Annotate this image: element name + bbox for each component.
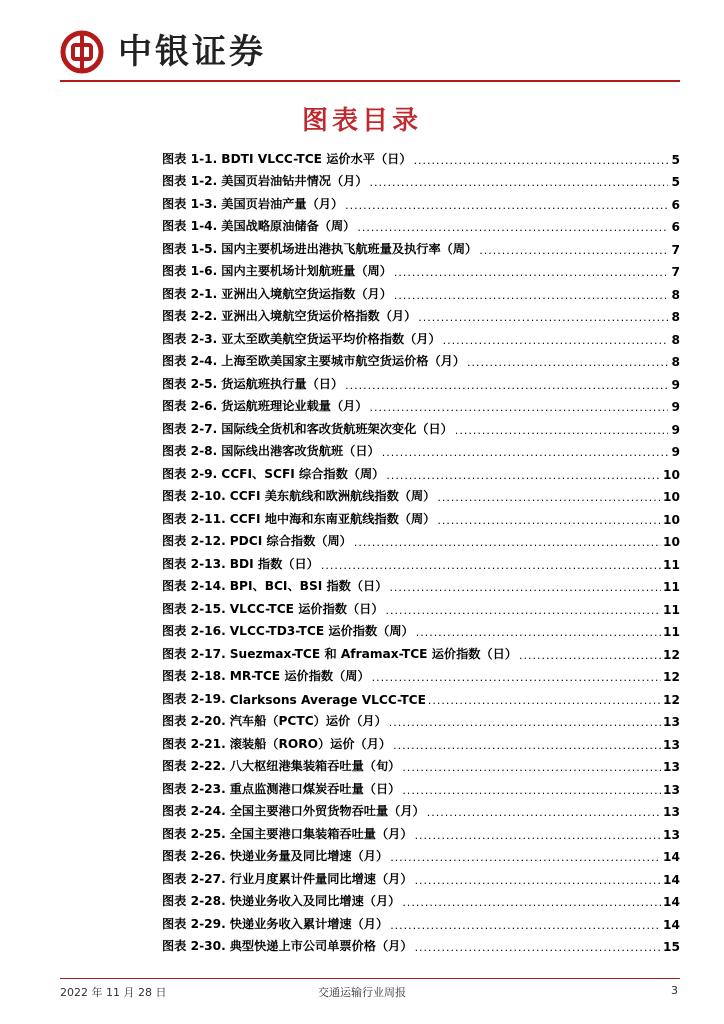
toc-entry-label: 图表 2-4. — [162, 354, 218, 368]
toc-leader-dots — [415, 941, 661, 954]
toc-leader-dots — [402, 896, 661, 909]
toc-entry-title: 快递业务量及同比增速（月） — [229, 849, 389, 863]
toc-leader-dots — [402, 784, 661, 797]
toc-entry-label: 图表 2-23. — [162, 781, 226, 796]
toc-entry[interactable] — [162, 257, 680, 280]
toc-entry-title: VLCC-TCE 运价指数（日） — [229, 601, 384, 616]
toc-entry-title: 快递业务收入累计增速（月） — [229, 916, 389, 931]
toc-entry-title: 上海至欧美国家主要城市航空货运价格（月） — [221, 354, 466, 368]
footer-divider — [60, 978, 680, 979]
toc-leader-dots — [418, 311, 668, 324]
toc-entry-page: 11 — [663, 625, 680, 639]
toc-leader-dots — [467, 356, 668, 369]
toc-entry[interactable] — [162, 392, 680, 415]
toc-entry-title: CCFI 美东航线和欧洲航线指数（周） — [229, 489, 436, 503]
toc-entry-page: 13 — [663, 805, 680, 819]
toc-entry-title: 亚洲出入境航空货运指数（月） — [221, 286, 392, 301]
toc-entry-title: VLCC-TD3-TCE 运价指数（周） — [229, 624, 414, 638]
toc-entry-label: 图表 2-6. — [162, 399, 218, 413]
toc-entry-label: 图表 2-29. — [162, 916, 226, 931]
toc-entry[interactable] — [162, 324, 680, 347]
toc-leader-dots — [416, 626, 661, 639]
toc-leader-dots — [394, 289, 668, 302]
toc-entry-label: 图表 2-9. — [162, 466, 218, 481]
toc-entry-page: 5 — [671, 175, 680, 189]
toc-entry-page: 14 — [663, 917, 680, 932]
toc-leader-dots — [394, 266, 668, 279]
toc-entry[interactable] — [162, 819, 680, 842]
toc-entry-label: 图表 2-15. — [162, 601, 226, 616]
toc-entry-label: 图表 2-19. — [162, 691, 226, 706]
toc-entry-title: 货运航班执行量（日） — [221, 376, 344, 391]
toc-entry[interactable] — [162, 549, 680, 572]
toc-entry-title: PDCI 综合指数（周） — [229, 534, 352, 548]
toc-leader-dots — [437, 514, 661, 527]
toc-leader-dots — [427, 806, 661, 819]
toc-entry-title: BDTI VLCC-TCE 运价水平（日） — [221, 151, 412, 166]
toc-entry-label: 图表 2-5. — [162, 376, 218, 391]
toc-entry-page: 13 — [663, 827, 680, 842]
toc-leader-dots — [519, 649, 661, 662]
toc-entry[interactable] — [162, 369, 680, 392]
toc-entry-page: 10 — [663, 467, 680, 482]
toc-entry-label: 图表 2-21. — [162, 736, 226, 751]
toc-entry[interactable] — [162, 684, 680, 707]
toc-entry-page: 9 — [671, 445, 680, 459]
toc-entry[interactable] — [162, 729, 680, 752]
toc-entry-label: 图表 2-16. — [162, 624, 226, 638]
toc-entry[interactable] — [162, 887, 680, 910]
toc-leader-dots — [437, 491, 661, 504]
toc-entry-label: 图表 2-13. — [162, 556, 226, 571]
toc-entry-page: 13 — [663, 715, 680, 729]
toc-entry[interactable] — [162, 594, 680, 617]
toc-entry[interactable] — [162, 572, 680, 595]
toc-entry-title: 八大枢纽港集装箱吞吐量（旬） — [229, 759, 401, 773]
toc-entry[interactable] — [162, 752, 680, 775]
toc-entry-page: 14 — [663, 850, 680, 864]
toc-entry[interactable] — [162, 842, 680, 865]
toc-leader-dots — [455, 424, 668, 437]
toc-entry-label: 图表 2-27. — [162, 871, 226, 886]
toc-entry[interactable] — [162, 234, 680, 257]
toc-entry-title: BDI 指数（日） — [229, 556, 319, 571]
bank-of-china-logo-icon — [60, 30, 104, 74]
toc-leader-dots — [428, 694, 661, 707]
toc-entry-label: 图表 2-3. — [162, 331, 218, 346]
toc-entry-label: 图表 1-3. — [162, 196, 218, 211]
toc-leader-dots — [390, 919, 661, 932]
toc-leader-dots — [386, 604, 662, 617]
toc-entry[interactable] — [162, 437, 680, 460]
toc-entry-title: 重点监测港口煤炭吞吐量（日） — [229, 781, 401, 796]
toc-entry-page: 5 — [671, 152, 680, 167]
toc-entry[interactable] — [162, 797, 680, 820]
toc-entry[interactable] — [162, 639, 680, 662]
toc-entry-page: 9 — [671, 377, 680, 392]
toc-entry-page: 12 — [663, 670, 680, 684]
toc-leader-dots — [479, 244, 668, 257]
toc-entry-title: 全国主要港口集装箱吞吐量（月） — [229, 826, 413, 841]
toc-entry-page: 9 — [671, 422, 680, 437]
toc-entry-title: 国际线出港客改货航班（日） — [221, 444, 380, 458]
toc-entry-page: 8 — [671, 310, 680, 324]
toc-entry[interactable] — [162, 932, 680, 955]
toc-title: 图表目录 — [301, 106, 422, 136]
toc-entry[interactable] — [162, 707, 680, 730]
toc-entry-title: 国内主要机场计划航班量（周） — [221, 264, 392, 278]
toc-entry-title: 行业月度累计件量同比增速（月） — [229, 871, 413, 886]
toc-entry-page: 6 — [671, 220, 680, 234]
toc-entry-page: 12 — [663, 692, 680, 707]
toc-entry-title: BPI、BCI、BSI 指数（日） — [229, 579, 388, 593]
toc-leader-dots — [345, 379, 668, 392]
toc-entry-title: 亚洲出入境航空货运价格指数（月） — [221, 309, 417, 323]
toc-entry[interactable] — [162, 144, 680, 167]
toc-entry[interactable] — [162, 909, 680, 932]
toc-entry-title: 全国主要港口外贸货物吞吐量（月） — [229, 804, 425, 818]
header-divider — [60, 80, 680, 82]
toc-entry-label: 图表 2-2. — [162, 309, 218, 323]
toc-entry-page: 10 — [663, 490, 680, 504]
toc-entry-label: 图表 1-4. — [162, 219, 218, 233]
toc-entry-page: 10 — [663, 512, 680, 527]
toc-entry-page: 7 — [671, 242, 680, 257]
toc-entry-title: Suezmax-TCE 和 Aframax-TCE 运价指数（日） — [229, 646, 518, 661]
toc-entry[interactable] — [162, 527, 680, 550]
toc-entry-page: 13 — [663, 782, 680, 797]
toc-entry-page: 14 — [663, 895, 680, 909]
toc-entry-page: 8 — [671, 332, 680, 347]
toc-entry-label: 图表 2-24. — [162, 804, 226, 818]
toc-entry-label: 图表 2-26. — [162, 849, 226, 863]
toc-entry-title: CCFI 地中海和东南亚航线指数（周） — [229, 511, 436, 526]
toc-entry-title: 美国战略原油储备（周） — [221, 219, 356, 233]
toc-leader-dots — [414, 154, 668, 167]
toc-entry-title: 货运航班理论业载量（月） — [221, 399, 368, 413]
toc-entry-title: 国际线全货机和客改货航班架次变化（日） — [221, 421, 453, 436]
toc-entry-label: 图表 2-8. — [162, 444, 218, 458]
toc-entry-page: 13 — [663, 737, 680, 752]
toc-entry-label: 图表 2-10. — [162, 489, 226, 503]
toc-entry-title: 亚太至欧美航空货运平均价格指数（月） — [221, 331, 441, 346]
toc-entry-label: 图表 1-6. — [162, 264, 218, 278]
toc-entry[interactable] — [162, 482, 680, 505]
toc-entry[interactable] — [162, 279, 680, 302]
footer-date: 2022 年 11 月 28 日 — [60, 986, 167, 999]
toc-leader-dots — [415, 874, 661, 887]
toc-leader-dots — [357, 221, 668, 234]
toc-entry-label: 图表 2-12. — [162, 534, 226, 548]
toc-entry-page: 10 — [663, 535, 680, 549]
toc-leader-dots — [393, 739, 661, 752]
toc-entry-title: 滚装船（RORO）运价（月） — [229, 736, 392, 751]
toc-entry[interactable] — [162, 189, 680, 212]
toc-entry-title: 国内主要机场进出港执飞航班量及执行率（周） — [221, 241, 478, 256]
toc-leader-dots — [389, 716, 661, 729]
toc-entry[interactable] — [162, 212, 680, 235]
toc-leader-dots — [390, 851, 661, 864]
toc-entry-label: 图表 2-17. — [162, 646, 226, 661]
toc-entry-page: 15 — [663, 940, 680, 954]
toc-entry-label: 图表 2-14. — [162, 579, 226, 593]
toc-entry-page: 6 — [671, 197, 680, 212]
toc-leader-dots — [389, 581, 661, 594]
toc-entry-label: 图表 2-7. — [162, 421, 218, 436]
toc-leader-dots — [321, 559, 661, 572]
footer-report-name: 交通运输行业周报 — [318, 986, 406, 999]
toc-leader-dots — [382, 446, 668, 459]
toc-entry-title: CCFI、SCFI 综合指数（周） — [221, 466, 385, 481]
toc-entry-label: 图表 2-20. — [162, 714, 226, 728]
toc-leader-dots — [354, 536, 661, 549]
toc-entry-page: 7 — [671, 265, 680, 279]
toc-leader-dots — [443, 334, 668, 347]
toc-entry-label: 图表 2-22. — [162, 759, 226, 773]
toc-entry-title: 美国页岩油产量（月） — [221, 196, 344, 211]
toc-entry-page: 13 — [663, 760, 680, 774]
toc-leader-dots — [402, 761, 661, 774]
toc-entry-page: 8 — [671, 355, 680, 369]
page-header — [60, 30, 680, 78]
toc-entry-label: 图表 2-11. — [162, 511, 226, 526]
toc-leader-dots — [370, 401, 668, 414]
toc-entry-page: 12 — [663, 647, 680, 662]
toc-leader-dots — [386, 469, 661, 482]
table-of-figures — [162, 144, 680, 954]
toc-entry-title: 汽车船（PCTC）运价（月） — [229, 714, 387, 728]
toc-entry-page: 14 — [663, 872, 680, 887]
toc-leader-dots — [415, 829, 661, 842]
toc-entry-label: 图表 2-18. — [162, 669, 226, 683]
toc-entry[interactable] — [162, 504, 680, 527]
toc-leader-dots — [370, 176, 668, 189]
toc-entry[interactable] — [162, 167, 680, 190]
toc-entry-title: MR-TCE 运价指数（周） — [229, 669, 370, 683]
toc-entry-label: 图表 2-1. — [162, 286, 218, 301]
toc-entry[interactable] — [162, 302, 680, 325]
toc-entry-page: 8 — [671, 287, 680, 302]
toc-entry-title: 典型快递上市公司单票价格（月） — [229, 939, 413, 953]
toc-entry-page: 9 — [671, 400, 680, 414]
toc-entry-label: 图表 1-5. — [162, 241, 218, 256]
toc-entry-label: 图表 1-1. — [162, 151, 218, 166]
brand-name: 中银证券 — [118, 32, 266, 72]
toc-entry[interactable] — [162, 662, 680, 685]
toc-entry[interactable] — [162, 864, 680, 887]
toc-entry-label: 图表 2-25. — [162, 826, 226, 841]
toc-entry-label: 图表 2-30. — [162, 939, 226, 953]
toc-leader-dots — [372, 671, 661, 684]
toc-entry-title: 快递业务收入及同比增速（月） — [229, 894, 401, 908]
toc-entry-title: 美国页岩油钻井情况（月） — [221, 174, 368, 188]
footer-page-number: 3 — [671, 984, 678, 997]
toc-entry-label: 图表 1-2. — [162, 174, 218, 188]
toc-entry[interactable] — [162, 459, 680, 482]
toc-entry-label: 图表 2-28. — [162, 894, 226, 908]
toc-leader-dots — [345, 199, 668, 212]
toc-entry[interactable] — [162, 617, 680, 640]
toc-entry[interactable] — [162, 414, 680, 437]
toc-entry-title: Clarksons Average VLCC-TCE — [229, 692, 426, 707]
toc-entry-page: 11 — [663, 580, 680, 594]
toc-entry[interactable] — [162, 774, 680, 797]
toc-entry-page: 11 — [663, 557, 680, 572]
toc-entry[interactable] — [162, 347, 680, 370]
toc-entry-page: 11 — [663, 602, 680, 617]
